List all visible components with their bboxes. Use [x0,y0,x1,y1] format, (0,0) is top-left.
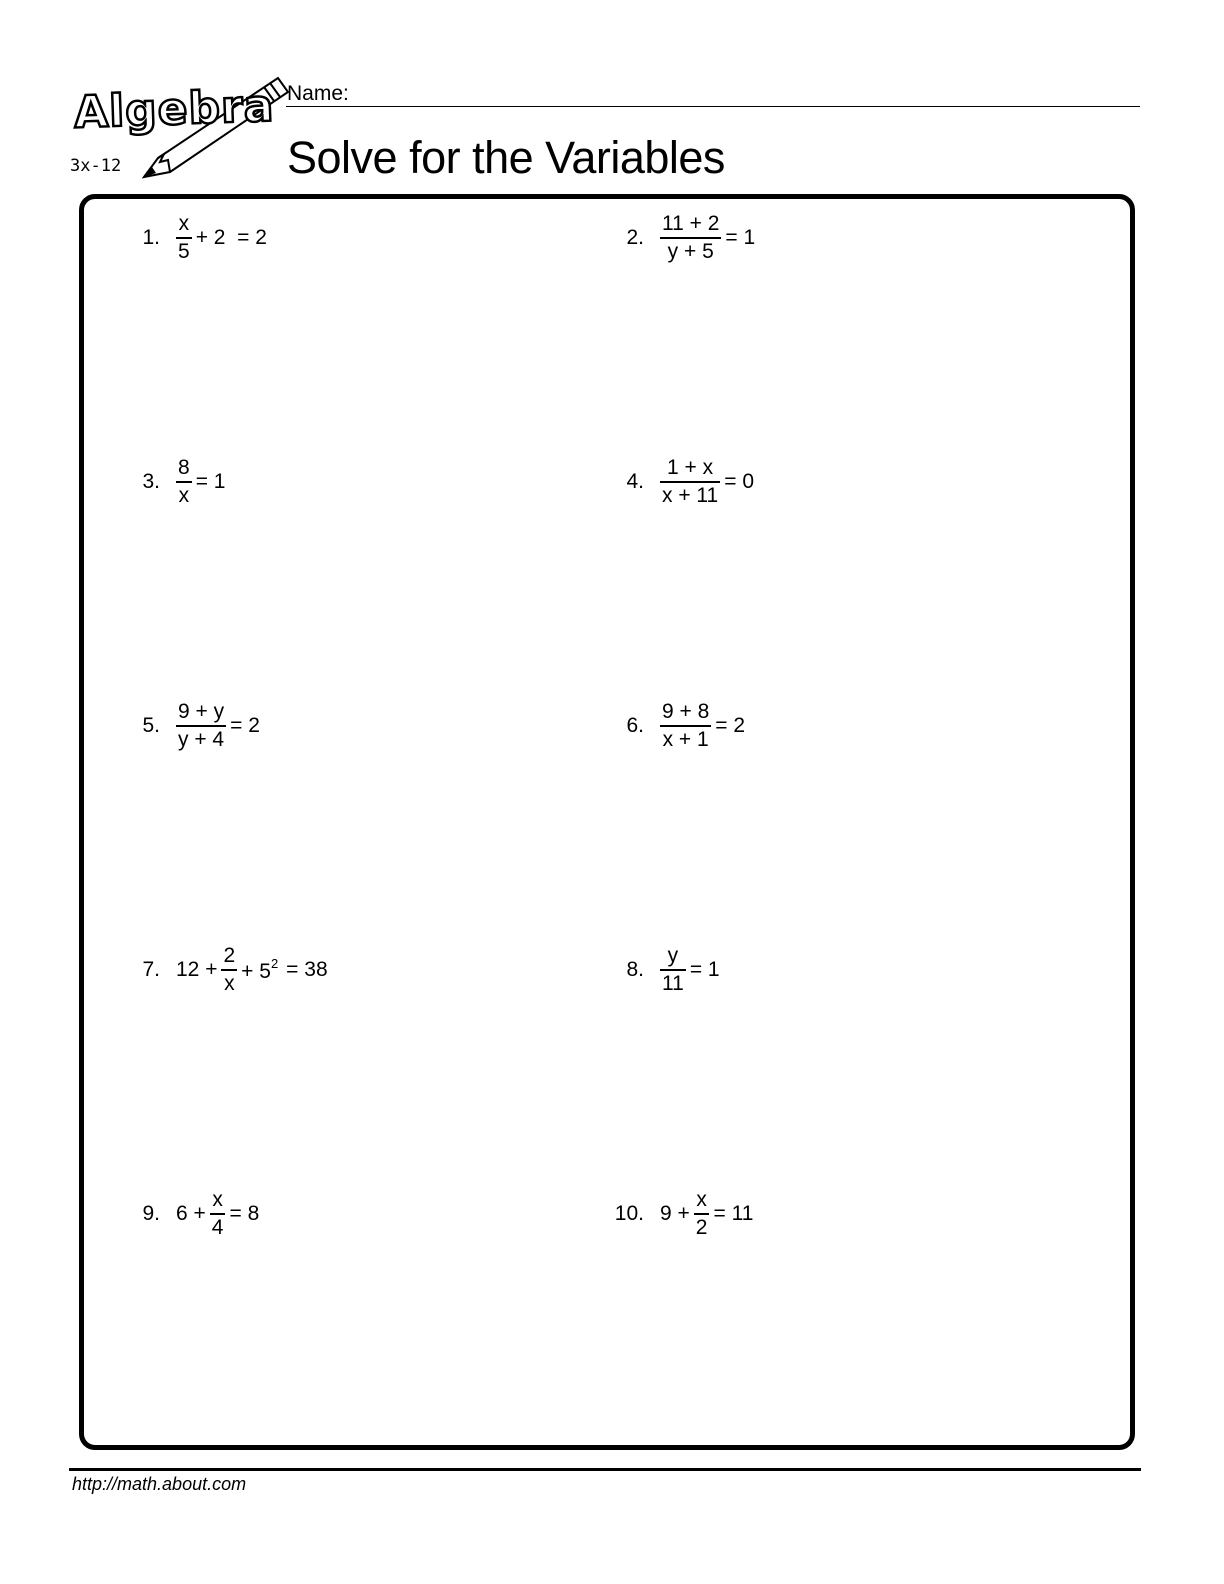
problem-number: 9. [142,1202,160,1225]
numerator: 11 + 2 [662,212,720,235]
equation-rest: = 8 [229,1202,260,1225]
numerator: 2 [223,944,236,967]
problem-number: 10. [614,1202,644,1225]
problem-number: 5. [142,714,160,737]
problem-8 [604,944,722,996]
problem-7 [120,944,330,996]
equation-rest: = 2 [715,714,746,737]
logo-subtext: 3x-12 [70,156,122,176]
fraction [660,944,686,996]
problem-3 [120,456,227,508]
problem-number: 1. [142,226,160,249]
page-title: Solve for the Variables [287,132,725,183]
logo-word: Algebra [73,80,276,139]
equation-rest: + 2 = 2 [195,226,267,249]
fraction [176,456,192,508]
term: + 5 [241,960,271,983]
exponent: 2 [270,956,279,971]
equation-rest: = 1 [725,226,756,249]
problem-10 [604,1188,755,1240]
equation-prefix: 9 + [660,1202,690,1225]
problem-6 [604,700,747,752]
problem-number: 2. [626,226,644,249]
equation-rest: = 0 [724,470,755,493]
equation-prefix: 12 + [176,958,218,981]
equation-rest: = 11 [713,1202,754,1225]
fraction [176,212,192,264]
equation-rest: = 1 [195,470,226,493]
footer-divider [69,1468,1141,1471]
denominator: y + 5 [667,240,714,263]
equation-result: = 38 [286,958,328,981]
equation-prefix: 6 + [176,1202,206,1225]
denominator: 11 [662,972,684,995]
name-input-line[interactable] [286,106,1140,107]
problem-5 [120,700,262,752]
problem-9 [120,1188,261,1240]
fraction [694,1188,710,1240]
fraction [176,700,226,752]
numerator: x [696,1188,707,1211]
problem-1 [120,212,269,264]
numerator: 8 [178,456,190,479]
fraction [210,1188,226,1240]
name-label: Name: [287,82,349,105]
equation-rest: = 1 [689,958,720,981]
denominator: 2 [695,1216,708,1239]
fraction [660,212,721,264]
equation-rest: = 2 [230,714,260,737]
numerator: x [212,1188,223,1211]
problem-number: 7. [142,958,160,981]
fraction [660,456,720,508]
fraction [221,944,237,996]
problem-number: 6. [626,714,644,737]
denominator: x + 1 [662,728,709,751]
problem-number: 3. [142,470,160,493]
denominator: x [178,484,190,507]
denominator: 4 [211,1216,224,1239]
algebra-logo [66,74,291,184]
equation-rest [241,956,278,984]
problem-number: 4. [626,470,644,493]
denominator: y + 4 [178,728,225,751]
numerator: 9 + y [178,700,225,723]
problem-2 [604,212,757,264]
numerator: 1 + x [667,456,714,479]
numerator: 9 + 8 [662,700,710,723]
numerator: y [667,944,679,967]
footer-url-link[interactable]: http://math.about.com [72,1474,247,1494]
fraction [660,700,711,752]
numerator: x [178,212,190,235]
denominator: x [224,972,235,995]
problems-box [79,194,1135,1450]
denominator: 5 [178,240,190,263]
problem-4 [604,456,756,508]
problem-number: 8. [626,958,644,981]
denominator: x + 11 [662,484,719,507]
